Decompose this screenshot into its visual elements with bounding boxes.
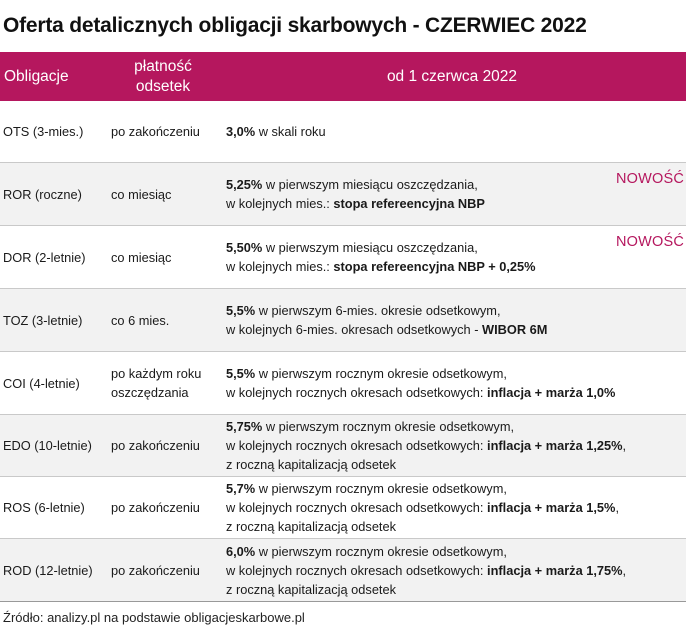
bond-desc-suffix: ,: [615, 500, 619, 515]
bond-rate-desc: [226, 352, 615, 414]
bond-rate: 3,0%: [226, 124, 256, 139]
page-title: Oferta detalicznych obligacji skarbowych - CZERWIEC 2022: [3, 14, 587, 37]
bond-rate: 5,25%: [226, 177, 263, 192]
bond-desc-line1: w pierwszym 6-mies. okresie odsetkowym,: [255, 303, 501, 318]
bond-desc-line2: w kolejnych 6-mies. okresach odsetkowych -: [226, 322, 483, 337]
bond-name: OTS (3-mies.): [3, 124, 84, 139]
table-row: [0, 101, 686, 163]
bond-rate-desc: [226, 415, 626, 476]
bond-rate: 5,50%: [226, 240, 263, 255]
bond-name: DOR (2-letnie): [3, 249, 86, 265]
table-header: [0, 52, 686, 101]
bond-rate: 5,7%: [226, 481, 256, 496]
header-platnosc: [104, 52, 222, 101]
bond-payment: po zakończeniu: [111, 500, 200, 515]
bond-desc-suffix: ,: [622, 438, 627, 453]
bond-desc-line2: w kolejnych rocznych okresach odsetkowych:: [226, 562, 488, 578]
bond-rate-desc: [226, 226, 536, 288]
bond-desc-line2: w kolejnych mies.:: [226, 196, 334, 211]
bond-desc-line1: w pierwszym miesiącu oszczędzania,: [262, 240, 478, 255]
bond-desc-line1: w pierwszym rocznym okresie odsetkowym,: [255, 481, 507, 496]
table-row: [0, 415, 686, 477]
table-row: [0, 226, 686, 289]
header-platnosc-line2: odsetek: [135, 77, 191, 95]
bond-desc-reference: inflacja + marża 1,75%: [487, 562, 623, 578]
table-row: [0, 163, 686, 226]
bond-desc-line2: w kolejnych rocznych okresach odsetkowych:: [226, 438, 488, 453]
bond-rate: 5,75%: [226, 419, 263, 434]
bond-name: COI (4-letnie): [3, 375, 80, 391]
bond-rate: 6,0%: [226, 543, 256, 559]
bond-payment: co miesiąc: [111, 249, 172, 265]
bond-name: EDO (10-letnie): [3, 438, 92, 453]
bond-desc-reference: stopa refereencyjna NBP + 0,25%: [333, 259, 536, 274]
bond-desc-line1: w pierwszym rocznym okresie odsetkowym,: [255, 366, 507, 381]
bond-name: ROS (6-letnie): [3, 500, 85, 515]
bond-table: [0, 101, 686, 602]
header-od-czerwca: od 1 czerwca 2022: [386, 67, 518, 85]
bond-rate-desc: [226, 101, 326, 162]
header-platnosc-line1: płatność: [134, 57, 192, 75]
bond-name: TOZ (3-letnie): [3, 312, 83, 328]
bond-desc-reference: inflacja + marża 1,0%: [487, 385, 616, 400]
bond-desc-reference: WIBOR 6M: [482, 322, 548, 337]
table-row: [0, 539, 686, 602]
header-obligacje: Obligacje: [4, 67, 69, 85]
bond-rate-desc: [226, 539, 626, 601]
bond-desc-suffix: ,: [622, 562, 627, 578]
table-row: [0, 477, 686, 539]
bond-desc-line3: z roczną kapitalizacją odsetek: [226, 457, 397, 472]
bond-payment: po zakończeniu: [111, 124, 200, 139]
bond-payment: co miesiąc: [111, 186, 172, 202]
bond-desc-reference: stopa refereencyjna NBP: [333, 196, 485, 211]
bond-desc-line1: w pierwszym rocznym okresie odsetkowym,: [262, 419, 515, 434]
bond-payment: po każdym roku oszczędzania: [111, 366, 202, 400]
bond-desc-line1: w pierwszym miesiącu oszczędzania,: [262, 177, 478, 192]
bond-rate-desc: [226, 477, 619, 538]
table-row: [0, 352, 686, 415]
bond-payment: po zakończeniu: [111, 438, 200, 453]
bond-rate: 5,5%: [226, 366, 256, 381]
bond-desc-line2: w kolejnych rocznych okresach odsetkowych:: [226, 500, 488, 515]
new-badge: NOWOŚĆ: [615, 171, 684, 187]
bond-rate-desc: [226, 289, 547, 351]
bond-name: ROR (roczne): [3, 186, 82, 202]
bond-name: ROD (12-letnie): [3, 562, 93, 578]
bond-desc-line2: w kolejnych mies.:: [226, 259, 334, 274]
bond-payment: co 6 mies.: [111, 312, 170, 328]
bond-desc-line1: w pierwszym rocznym okresie odsetkowym,: [255, 543, 507, 559]
new-badge: NOWOŚĆ: [615, 234, 684, 250]
bond-desc-line3: z roczną kapitalizacją odsetek: [226, 581, 397, 597]
source-note: Źródło: analizy.pl na podstawie obligacjeskarbowe.pl: [3, 610, 305, 625]
bond-desc-reference: inflacja + marża 1,5%: [487, 500, 616, 515]
bond-desc-line2: w kolejnych rocznych okresach odsetkowych:: [226, 385, 488, 400]
bond-payment: po zakończeniu: [111, 562, 200, 578]
table-row: [0, 289, 686, 352]
bond-desc-line1: w skali roku: [255, 124, 326, 139]
bond-rate: 5,5%: [226, 303, 256, 318]
bond-rate-desc: [226, 163, 485, 225]
bond-desc-line3: z roczną kapitalizacją odsetek: [226, 519, 397, 534]
bond-desc-reference: inflacja + marża 1,25%: [487, 438, 623, 453]
